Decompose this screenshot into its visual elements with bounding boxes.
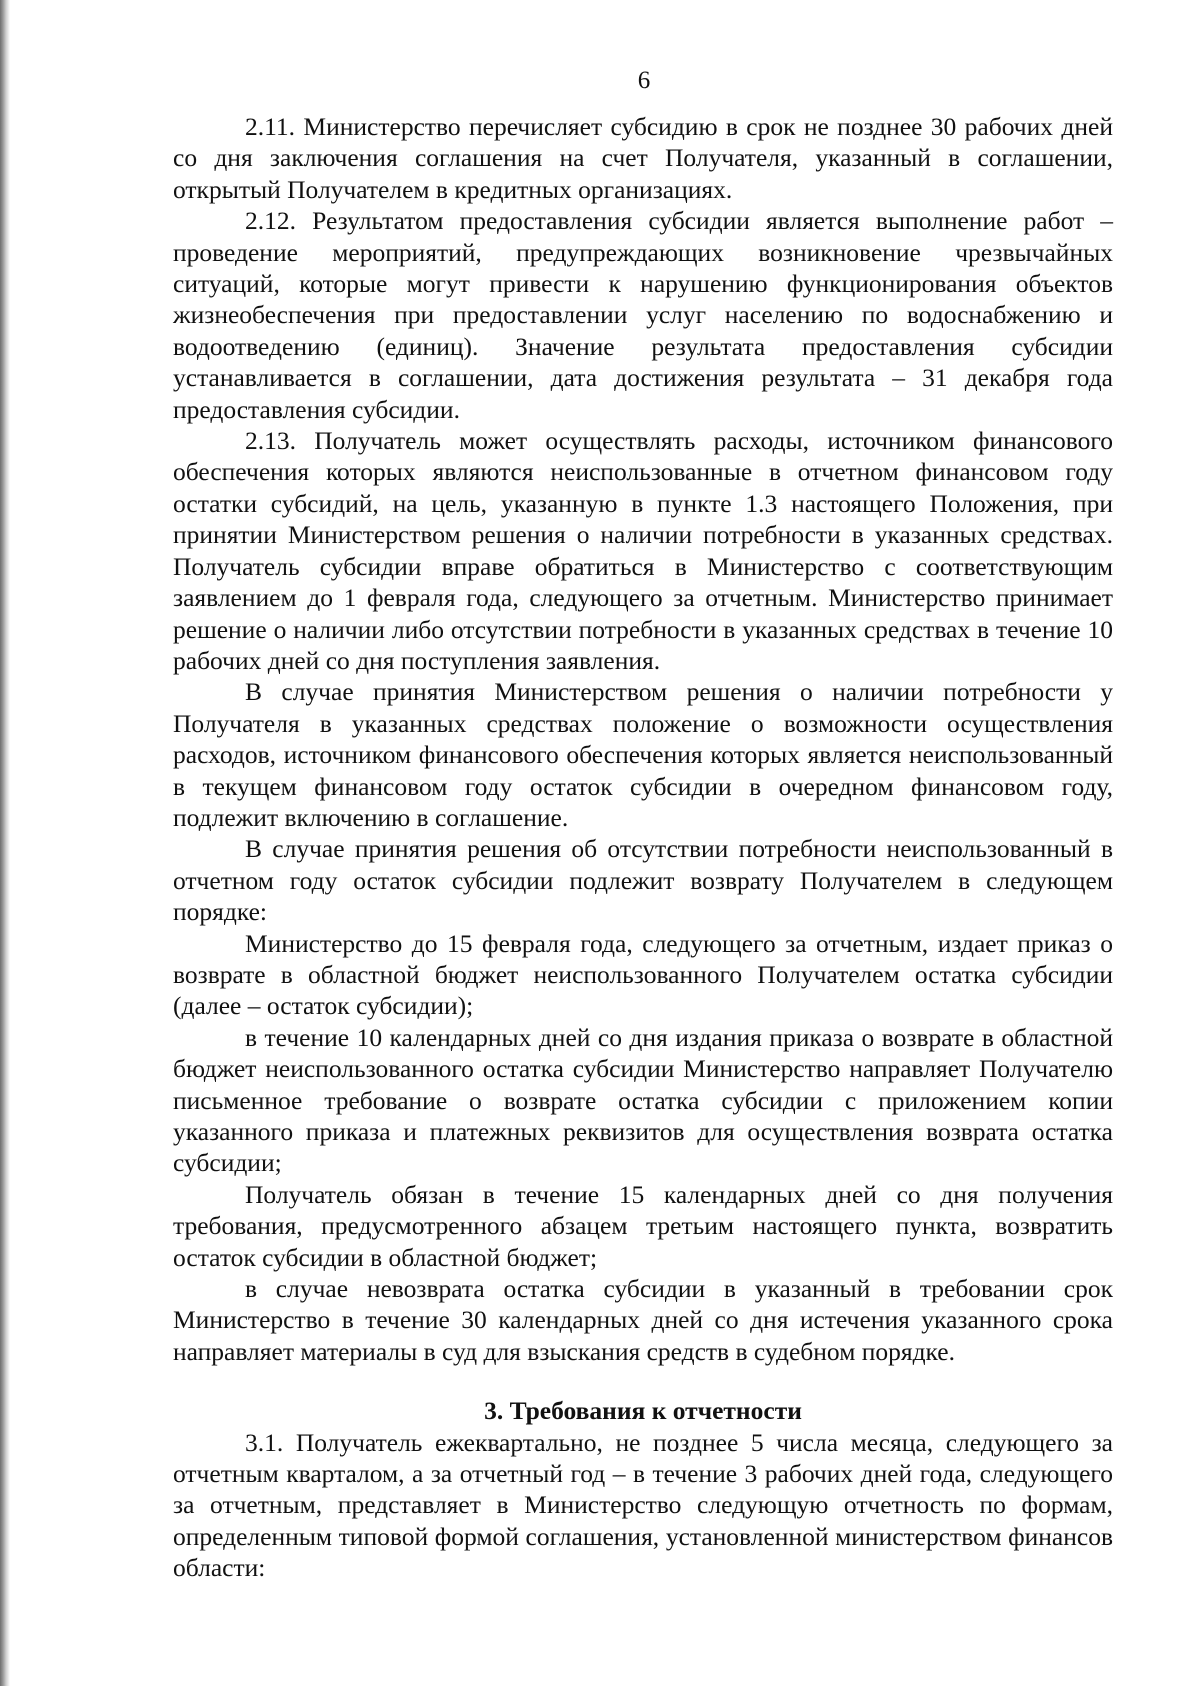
paragraph-3-1: 3.1. Получатель ежеквартально, не позднее 5 числа месяца, следующего за отчетным кварталом, а за отчетный год – в течение 3 рабочих дней года, следующего за отчетным, представляет в Министерство следующую отчетность по формам, определенным типовой формой соглашения, установленной министерством финансов области: xyxy=(173,1427,1113,1583)
paragraph-recipient-return: Получатель обязан в течение 15 календарных дней со дня получения требования, предусмотренного абзацем третьим настоящего пункта, возвратить остаток субсидии в областной бюджет; xyxy=(173,1179,1113,1272)
scan-edge xyxy=(0,0,10,1686)
paragraph-2-13: 2.13. Получатель может осуществлять расходы, источником финансового обеспечения которых являются неиспользованные в отчетном финансовом году остатки субсидий, на цель, указанную в пункте 1.3 настоящего Положения, при принятии Министерством решения о наличии потребности в указанных средствах. Получатель субсидии вправе обратиться в Министерство с соответствующим заявлением до 1 февраля года, следующего за отчетным. Министерство принимает решение о наличии либо отсутствии потребности в указанных средствах в течение 10 рабочих дней со дня поступления заявления. xyxy=(173,426,1113,675)
paragraph-written-demand: в течение 10 календарных дней со дня издания приказа о возврате в областной бюджет неиспользованного остатка субсидии Министерство направляет Получателю письменное требование о возврате остатка субсидии с приложением копии указанного приказа и платежных реквизитов для осуществления возврата остатка субсидии; xyxy=(173,1022,1113,1178)
document-body xyxy=(173,111,1113,1584)
paragraph-2-12: 2.12. Результатом предоставления субсидии является выполнение работ – проведение мероприятий, предупреждающих возникновение чрезвычайных ситуаций, которые могут привести к нарушению функционирования объектов жизнеобеспечения при предоставлении услуг населению по водоснабжению и водоотведению (единиц). Значение результата предоставления субсидии устанавливается в соглашении, дата достижения результата – 31 декабря года предоставления субсидии. xyxy=(173,206,1113,424)
section-heading-reporting: 3. Требования к отчетности xyxy=(484,1396,802,1426)
page-number: 6 xyxy=(637,67,651,94)
paragraph-need-confirmed: В случае принятия Министерством решения о наличии потребности у Получателя в указанных средствах положение о возможности осуществления расходов, источником финансового обеспечения которых является неиспользованный в текущем финансовом году остаток субсидии в очередном финансовом году, подлежит включению в соглашение. xyxy=(173,677,1113,832)
paragraph-ministry-order: Министерство до 15 февраля года, следующего за отчетным, издает приказ о возврате в областной бюджет неиспользованного Получателем остатка субсидии (далее – остаток субсидии); xyxy=(173,928,1113,1021)
paragraph-no-need: В случае принятия решения об отсутствии потребности неиспользованный в отчетном году остаток субсидии подлежит возврату Получателем в следующем порядке: xyxy=(173,834,1113,927)
paragraph-2-11: 2.11. Министерство перечисляет субсидию в срок не позднее 30 рабочих дней со дня заключения соглашения на счет Получателя, указанный в соглашении, открытый Получателем в кредитных организациях. xyxy=(173,112,1113,204)
paragraph-court-recovery: в случае невозврата остатка субсидии в указанный в требовании срок Министерство в течение 30 календарных дней со дня истечения указанного срока направляет материалы в суд для взыскания средств в судебном порядке. xyxy=(173,1274,1113,1366)
